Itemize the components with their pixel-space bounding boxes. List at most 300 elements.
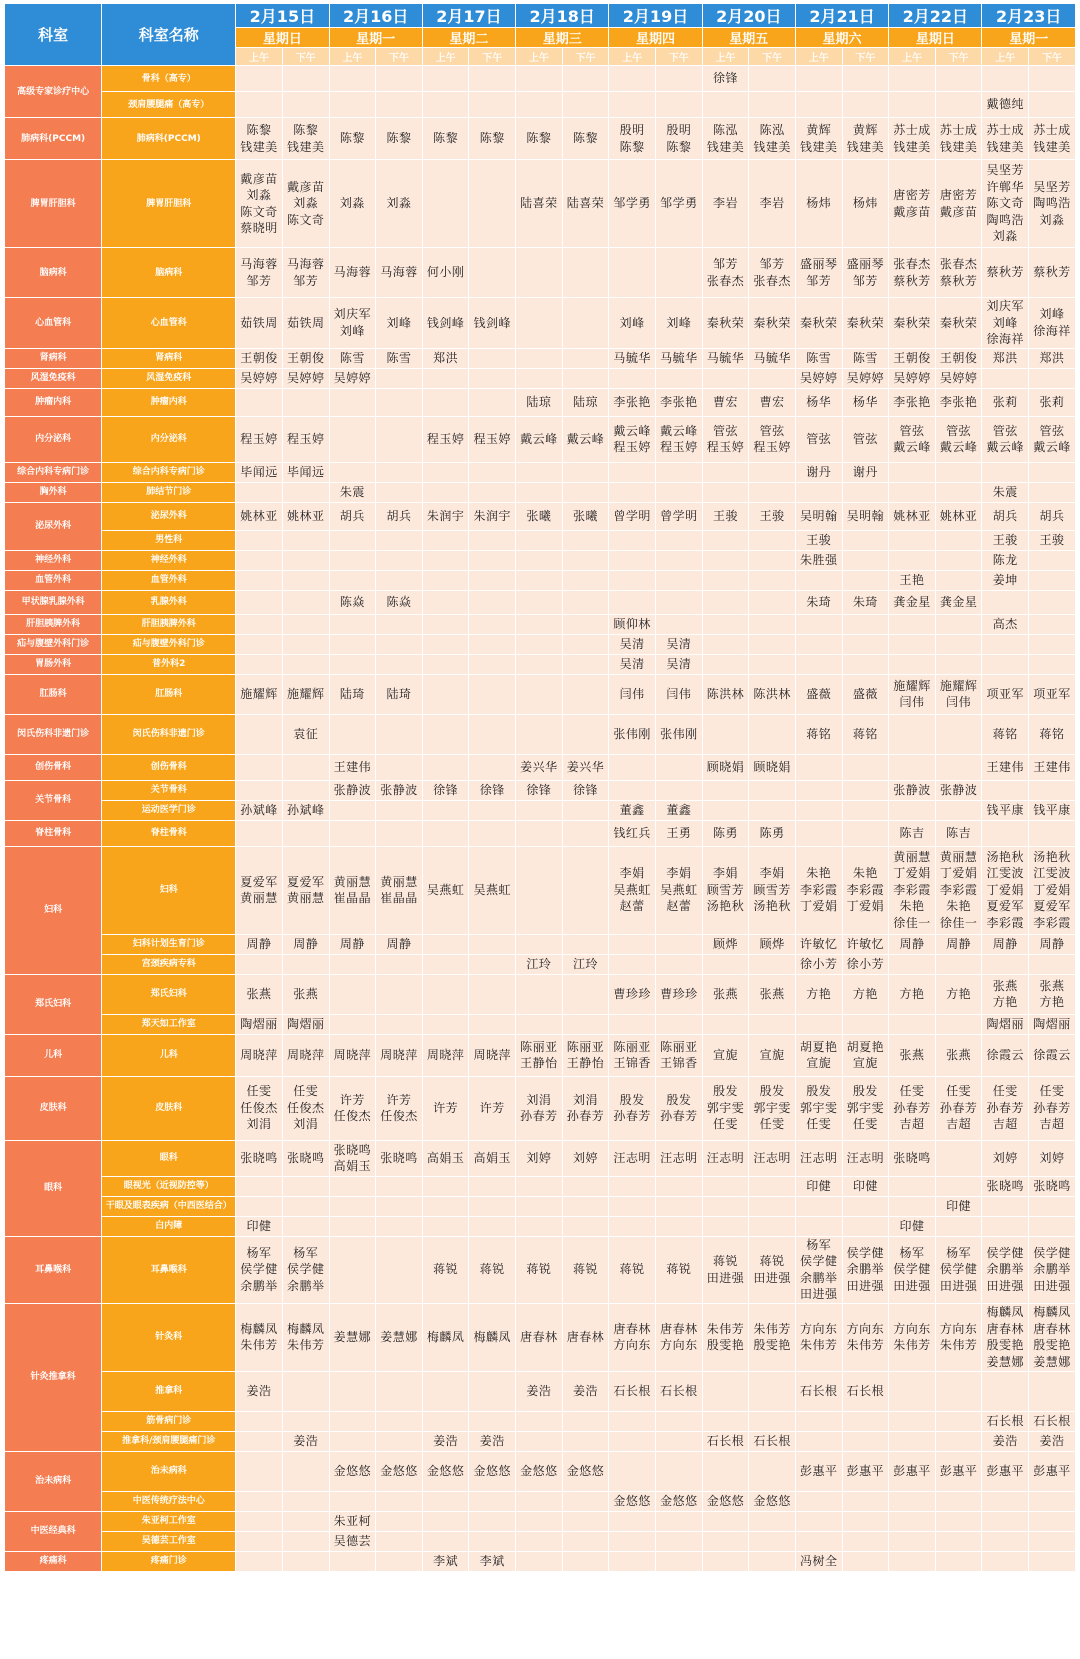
doctor-cell	[329, 92, 376, 118]
doctor-cell	[749, 714, 796, 754]
doctor-cell	[236, 482, 283, 502]
doctor-cell: 管弦 戴云峰	[889, 416, 936, 462]
doctor-cell	[422, 590, 469, 614]
doctor-cell	[749, 1196, 796, 1216]
doctor-cell	[422, 92, 469, 118]
doctor-cell	[562, 1411, 609, 1431]
doctor-cell: 张曦	[516, 502, 563, 530]
doctor-cell: 黄丽慧 丁爱娟 李彩霞 朱艳 徐佳一	[889, 846, 936, 934]
schedule-row	[5, 800, 1076, 820]
doctor-cell: 吴燕虹	[422, 846, 469, 934]
doctor-cell: 李岩	[702, 160, 749, 248]
doctor-cell	[609, 368, 656, 388]
doctor-cell	[842, 482, 889, 502]
doctor-cell	[562, 820, 609, 846]
doctor-cell	[749, 1511, 796, 1531]
doctor-cell	[1029, 92, 1076, 118]
clinic-name-cell: 肾病科	[102, 348, 236, 368]
doctor-cell	[1029, 1551, 1076, 1571]
doctor-cell	[236, 1411, 283, 1431]
header-weekday: 星期一	[329, 28, 422, 48]
doctor-cell	[702, 800, 749, 820]
doctor-cell	[702, 780, 749, 800]
doctor-cell	[842, 1511, 889, 1531]
doctor-cell: 汪志明	[609, 1140, 656, 1176]
clinic-name-cell: 筋骨病门诊	[102, 1411, 236, 1431]
clinic-name-cell: 吴德芸工作室	[102, 1531, 236, 1551]
doctor-cell	[842, 614, 889, 634]
doctor-cell: 姜浩	[422, 1431, 469, 1451]
doctor-cell: 刘淼	[376, 160, 423, 248]
clinic-name-cell: 郑天如工作室	[102, 1014, 236, 1034]
doctor-cell	[516, 590, 563, 614]
header-weekday: 星期二	[422, 28, 515, 48]
doctor-cell	[562, 1216, 609, 1236]
doctor-cell: 张静波	[376, 780, 423, 800]
doctor-cell	[982, 368, 1029, 388]
doctor-cell	[469, 954, 516, 974]
doctor-cell	[656, 530, 703, 550]
doctor-cell: 陈焱	[329, 590, 376, 614]
doctor-cell: 殷发 郭宇雯 任雯	[842, 1076, 889, 1140]
doctor-cell	[889, 954, 936, 974]
doctor-cell: 李娟 顾雪芳 汤艳秋	[702, 846, 749, 934]
doctor-cell: 陈雪	[795, 348, 842, 368]
doctor-cell	[795, 634, 842, 654]
doctor-cell: 王骏	[702, 502, 749, 530]
doctor-cell: 石长根	[609, 1371, 656, 1411]
clinic-name-cell: 肺结节门诊	[102, 482, 236, 502]
doctor-cell	[282, 1511, 329, 1531]
clinic-name-cell: 心血管科	[102, 298, 236, 349]
doctor-cell: 程玉婷	[236, 416, 283, 462]
schedule-row	[5, 1511, 1076, 1531]
doctor-cell	[516, 298, 563, 349]
doctor-cell	[656, 1531, 703, 1551]
doctor-cell	[889, 714, 936, 754]
doctor-cell: 徐锋	[516, 780, 563, 800]
doctor-cell: 许芳	[469, 1076, 516, 1140]
doctor-cell: 唐春林	[516, 1303, 563, 1371]
doctor-cell	[795, 820, 842, 846]
doctor-cell: 冯树全	[795, 1551, 842, 1571]
doctor-cell: 王朝俊	[236, 348, 283, 368]
doctor-cell: 彭惠平	[982, 1451, 1029, 1491]
doctor-cell: 陈勇	[702, 820, 749, 846]
doctor-cell: 谢丹	[795, 462, 842, 482]
doctor-cell	[236, 614, 283, 634]
doctor-cell: 彭惠平	[1029, 1451, 1076, 1491]
doctor-cell: 周晓萍	[236, 1034, 283, 1076]
doctor-cell: 姜兴华	[562, 754, 609, 780]
header-afternoon: 下午	[1029, 48, 1076, 66]
doctor-cell: 胡夏艳 宣旎	[795, 1034, 842, 1076]
doctor-cell: 汪志明	[749, 1140, 796, 1176]
doctor-cell: 郑洪	[1029, 348, 1076, 368]
doctor-cell: 周静	[1029, 934, 1076, 954]
schedule-row	[5, 502, 1076, 530]
doctor-cell	[1029, 780, 1076, 800]
doctor-cell	[1029, 1491, 1076, 1511]
doctor-cell: 蒋锐	[469, 1236, 516, 1303]
clinic-name-cell: 风湿免疫科	[102, 368, 236, 388]
doctor-cell	[982, 1511, 1029, 1531]
doctor-cell: 戴德纯	[982, 92, 1029, 118]
doctor-cell	[982, 1491, 1029, 1511]
doctor-cell: 张晓鸣 高娟玉	[329, 1140, 376, 1176]
clinic-name-cell: 关节骨科	[102, 780, 236, 800]
doctor-cell	[516, 1411, 563, 1431]
doctor-cell	[889, 754, 936, 780]
header-morning: 上午	[422, 48, 469, 66]
doctor-cell	[282, 1491, 329, 1511]
doctor-cell	[656, 570, 703, 590]
doctor-cell: 侯学健 余鹏举 田进强	[1029, 1236, 1076, 1303]
doctor-cell: 蔡秋芳	[1029, 248, 1076, 298]
doctor-cell: 石长根	[702, 1431, 749, 1451]
doctor-cell	[795, 654, 842, 674]
doctor-cell	[329, 1176, 376, 1196]
doctor-cell: 陆喜荣	[516, 160, 563, 248]
doctor-cell: 李岩	[749, 160, 796, 248]
doctor-cell	[469, 388, 516, 416]
doctor-cell: 张莉	[982, 388, 1029, 416]
doctor-cell: 吴婷婷	[795, 368, 842, 388]
doctor-cell: 蔡秋芳	[982, 248, 1029, 298]
doctor-cell: 吴婷婷	[889, 368, 936, 388]
doctor-cell	[656, 780, 703, 800]
header-date: 2月22日	[889, 4, 982, 28]
doctor-cell: 胡兵	[982, 502, 1029, 530]
doctor-cell	[842, 1551, 889, 1571]
doctor-cell	[282, 634, 329, 654]
doctor-cell	[469, 1014, 516, 1034]
doctor-cell: 梅麟凤	[422, 1303, 469, 1371]
doctor-cell	[516, 348, 563, 368]
doctor-cell: 许芳	[422, 1076, 469, 1140]
doctor-cell: 苏士成 钱建美	[935, 118, 982, 160]
doctor-cell: 盛丽琴 邹芳	[842, 248, 889, 298]
doctor-cell: 姜兴华	[516, 754, 563, 780]
doctor-cell: 任雯 孙春芳 吉超	[889, 1076, 936, 1140]
doctor-cell	[469, 550, 516, 570]
doctor-cell: 管弦	[842, 416, 889, 462]
doctor-cell	[609, 1531, 656, 1551]
doctor-cell: 王骏	[982, 530, 1029, 550]
doctor-cell	[422, 1176, 469, 1196]
doctor-cell	[376, 1371, 423, 1411]
schedule-row	[5, 462, 1076, 482]
doctor-cell	[842, 634, 889, 654]
doctor-cell: 施耀辉 闫伟	[889, 674, 936, 714]
doctor-cell	[516, 1014, 563, 1034]
doctor-cell	[236, 1451, 283, 1491]
doctor-cell: 钱红兵	[609, 820, 656, 846]
doctor-cell	[609, 530, 656, 550]
doctor-cell: 郑洪	[982, 348, 1029, 368]
doctor-cell	[1029, 954, 1076, 974]
doctor-cell	[422, 714, 469, 754]
doctor-cell: 夏爱军 黄丽慧	[236, 846, 283, 934]
doctor-cell: 董鑫	[656, 800, 703, 820]
doctor-cell: 张晓鸣	[982, 1176, 1029, 1196]
doctor-cell: 金悠悠	[702, 1491, 749, 1511]
doctor-cell: 陈黎	[376, 118, 423, 160]
clinic-name-cell: 神经外科	[102, 550, 236, 570]
doctor-cell	[982, 634, 1029, 654]
doctor-cell: 张曦	[562, 502, 609, 530]
doctor-cell	[376, 462, 423, 482]
doctor-cell: 张静波	[889, 780, 936, 800]
doctor-cell: 马毓华	[749, 348, 796, 368]
doctor-cell	[516, 92, 563, 118]
doctor-cell: 蒋铭	[842, 714, 889, 754]
doctor-cell: 项亚军	[982, 674, 1029, 714]
doctor-cell: 陈丽亚 王静怡	[562, 1034, 609, 1076]
doctor-cell: 蒋锐 田进强	[749, 1236, 796, 1303]
doctor-cell: 徐锋	[469, 780, 516, 800]
header-department: 科室	[5, 4, 102, 66]
doctor-cell	[376, 1411, 423, 1431]
doctor-cell	[1029, 590, 1076, 614]
department-cell: 风湿免疫科	[5, 368, 102, 388]
doctor-cell: 吴明翰	[842, 502, 889, 530]
doctor-cell	[749, 1014, 796, 1034]
doctor-cell: 朱艳 李彩霞 丁爱娟	[795, 846, 842, 934]
doctor-cell	[329, 462, 376, 482]
doctor-cell	[935, 654, 982, 674]
doctor-cell: 方艳	[795, 974, 842, 1014]
doctor-cell: 顾仰林	[609, 614, 656, 634]
doctor-cell: 姜浩	[236, 1371, 283, 1411]
doctor-cell: 印健	[842, 1176, 889, 1196]
doctor-cell	[702, 634, 749, 654]
doctor-cell: 彭惠平	[842, 1451, 889, 1491]
doctor-cell: 汤艳秋 江雯波 丁爱娟 夏爱军 李彩霞	[982, 846, 1029, 934]
header-morning: 上午	[516, 48, 563, 66]
doctor-cell: 张晓鸣	[282, 1140, 329, 1176]
doctor-cell: 周静	[935, 934, 982, 954]
doctor-cell	[656, 66, 703, 92]
doctor-cell	[702, 614, 749, 634]
doctor-cell	[562, 634, 609, 654]
doctor-cell: 朱震	[982, 482, 1029, 502]
doctor-cell	[422, 388, 469, 416]
doctor-cell: 陈雪	[329, 348, 376, 368]
doctor-cell: 金悠悠	[516, 1451, 563, 1491]
doctor-cell: 吴坚芳 许郸华 陈文奇 陶鸣浩 刘淼	[982, 160, 1029, 248]
doctor-cell	[795, 92, 842, 118]
doctor-cell	[609, 1451, 656, 1491]
clinic-name-cell: 肝胆胰脾外科	[102, 614, 236, 634]
doctor-cell: 陈吉	[935, 820, 982, 846]
doctor-cell	[282, 1451, 329, 1491]
doctor-cell	[609, 92, 656, 118]
doctor-cell: 陈泓 钱建美	[749, 118, 796, 160]
doctor-cell	[749, 954, 796, 974]
doctor-cell	[795, 1431, 842, 1451]
doctor-cell: 梅麟凤 朱伟芳	[282, 1303, 329, 1371]
schedule-row	[5, 820, 1076, 846]
doctor-cell: 高杰	[982, 614, 1029, 634]
doctor-cell	[236, 1511, 283, 1531]
doctor-cell: 徐霞云	[1029, 1034, 1076, 1076]
doctor-cell	[935, 634, 982, 654]
department-cell: 闵氏伤科非遗门诊	[5, 714, 102, 754]
doctor-cell: 陆琼	[562, 388, 609, 416]
header-weekday: 星期六	[795, 28, 888, 48]
clinic-name-cell: 颈肩腰腿痛（高专）	[102, 92, 236, 118]
doctor-cell	[795, 1196, 842, 1216]
doctor-cell: 陆琦	[329, 674, 376, 714]
doctor-cell	[282, 1371, 329, 1411]
doctor-cell: 钱剑峰	[422, 298, 469, 349]
clinic-name-cell: 泌尿外科	[102, 502, 236, 530]
doctor-cell: 蒋锐	[516, 1236, 563, 1303]
doctor-cell	[749, 614, 796, 634]
doctor-cell: 印健	[889, 1216, 936, 1236]
doctor-cell: 许敏忆	[795, 934, 842, 954]
department-cell: 肛肠科	[5, 674, 102, 714]
doctor-cell	[422, 614, 469, 634]
doctor-cell	[562, 482, 609, 502]
doctor-cell: 马海蓉 邹芳	[236, 248, 283, 298]
doctor-cell	[656, 614, 703, 634]
doctor-cell	[469, 1371, 516, 1411]
doctor-cell	[795, 754, 842, 780]
doctor-cell: 张燕 方艳	[982, 974, 1029, 1014]
doctor-cell	[376, 820, 423, 846]
doctor-cell	[562, 298, 609, 349]
doctor-cell: 杨华	[795, 388, 842, 416]
doctor-cell	[329, 654, 376, 674]
doctor-cell: 曾学明	[656, 502, 703, 530]
doctor-cell	[749, 654, 796, 674]
doctor-cell	[376, 388, 423, 416]
doctor-cell: 周晓萍	[422, 1034, 469, 1076]
doctor-cell	[656, 1014, 703, 1034]
doctor-cell	[376, 800, 423, 820]
doctor-cell: 姜浩	[982, 1431, 1029, 1451]
doctor-cell	[749, 1451, 796, 1491]
doctor-cell: 秦秋荣	[889, 298, 936, 349]
doctor-cell	[842, 654, 889, 674]
doctor-cell	[702, 530, 749, 550]
doctor-cell	[236, 530, 283, 550]
doctor-cell: 李张艳	[656, 388, 703, 416]
doctor-cell	[329, 388, 376, 416]
doctor-cell: 石长根	[749, 1431, 796, 1451]
doctor-cell: 杨军 侯学健 余鹏举	[282, 1236, 329, 1303]
doctor-cell	[469, 92, 516, 118]
doctor-cell: 王勇	[656, 820, 703, 846]
doctor-cell	[516, 846, 563, 934]
doctor-cell	[1029, 1531, 1076, 1551]
doctor-cell: 吴明翰	[795, 502, 842, 530]
doctor-cell	[842, 1431, 889, 1451]
doctor-cell: 侯学健 余鹏举 田进强	[982, 1236, 1029, 1303]
doctor-cell: 金悠悠	[749, 1491, 796, 1511]
doctor-cell	[282, 780, 329, 800]
doctor-cell: 张春杰 蔡秋芳	[935, 248, 982, 298]
header-afternoon: 下午	[562, 48, 609, 66]
doctor-cell	[516, 248, 563, 298]
doctor-cell: 王朝俊	[889, 348, 936, 368]
doctor-cell: 蒋铭	[982, 714, 1029, 754]
header-afternoon: 下午	[842, 48, 889, 66]
schedule-row	[5, 654, 1076, 674]
doctor-cell: 陈黎	[329, 118, 376, 160]
doctor-cell: 陈丽亚 王锦香	[656, 1034, 703, 1076]
doctor-cell: 周晓萍	[469, 1034, 516, 1076]
clinic-name-cell: 妇科	[102, 846, 236, 934]
doctor-cell	[562, 368, 609, 388]
doctor-cell: 姜浩	[516, 1371, 563, 1411]
doctor-cell	[469, 590, 516, 614]
doctor-cell	[562, 1014, 609, 1034]
doctor-cell: 蒋锐	[422, 1236, 469, 1303]
doctor-cell	[469, 1216, 516, 1236]
doctor-cell	[1029, 462, 1076, 482]
doctor-cell: 任雯 孙春芳 吉超	[935, 1076, 982, 1140]
doctor-cell: 程玉婷	[422, 416, 469, 462]
doctor-cell: 马毓华	[702, 348, 749, 368]
doctor-cell	[749, 780, 796, 800]
doctor-cell	[935, 614, 982, 634]
doctor-cell	[795, 1491, 842, 1511]
header-weekday: 星期日	[236, 28, 329, 48]
doctor-cell	[376, 1491, 423, 1511]
clinic-name-cell: 针灸科	[102, 1303, 236, 1371]
department-cell: 肿瘤内科	[5, 388, 102, 416]
doctor-cell	[376, 92, 423, 118]
doctor-cell	[236, 1531, 283, 1551]
doctor-cell: 陈吉	[889, 820, 936, 846]
doctor-cell: 胡兵	[1029, 502, 1076, 530]
doctor-cell: 刘庆军 刘峰	[329, 298, 376, 349]
doctor-cell: 周静	[376, 934, 423, 954]
doctor-cell	[329, 1551, 376, 1571]
doctor-cell: 陈勇	[749, 820, 796, 846]
doctor-cell	[609, 754, 656, 780]
doctor-cell	[376, 1511, 423, 1531]
doctor-cell: 许芳 任俊杰	[376, 1076, 423, 1140]
doctor-cell	[656, 1451, 703, 1491]
doctor-cell: 施耀辉 闫伟	[935, 674, 982, 714]
doctor-cell	[236, 388, 283, 416]
doctor-cell: 侯学健 余鹏举 田进强	[842, 1236, 889, 1303]
clinic-name-cell: 中医传统疗法中心	[102, 1491, 236, 1511]
doctor-cell	[329, 66, 376, 92]
doctor-cell	[982, 590, 1029, 614]
clinic-name-cell: 眼科	[102, 1140, 236, 1176]
doctor-cell	[1029, 1196, 1076, 1216]
doctor-cell	[749, 570, 796, 590]
doctor-cell: 李娟 吴燕虹 赵蕾	[609, 846, 656, 934]
doctor-cell	[422, 954, 469, 974]
doctor-cell	[702, 1216, 749, 1236]
doctor-cell: 秦秋荣	[935, 298, 982, 349]
doctor-cell: 管弦 程玉婷	[749, 416, 796, 462]
doctor-cell	[376, 1236, 423, 1303]
doctor-cell	[329, 416, 376, 462]
clinic-name-cell: 运动医学门诊	[102, 800, 236, 820]
doctor-cell: 夏爱军 黄丽慧	[282, 846, 329, 934]
header-weekday: 星期三	[516, 28, 609, 48]
doctor-cell	[329, 1371, 376, 1411]
doctor-cell	[889, 1531, 936, 1551]
doctor-cell	[1029, 1511, 1076, 1531]
